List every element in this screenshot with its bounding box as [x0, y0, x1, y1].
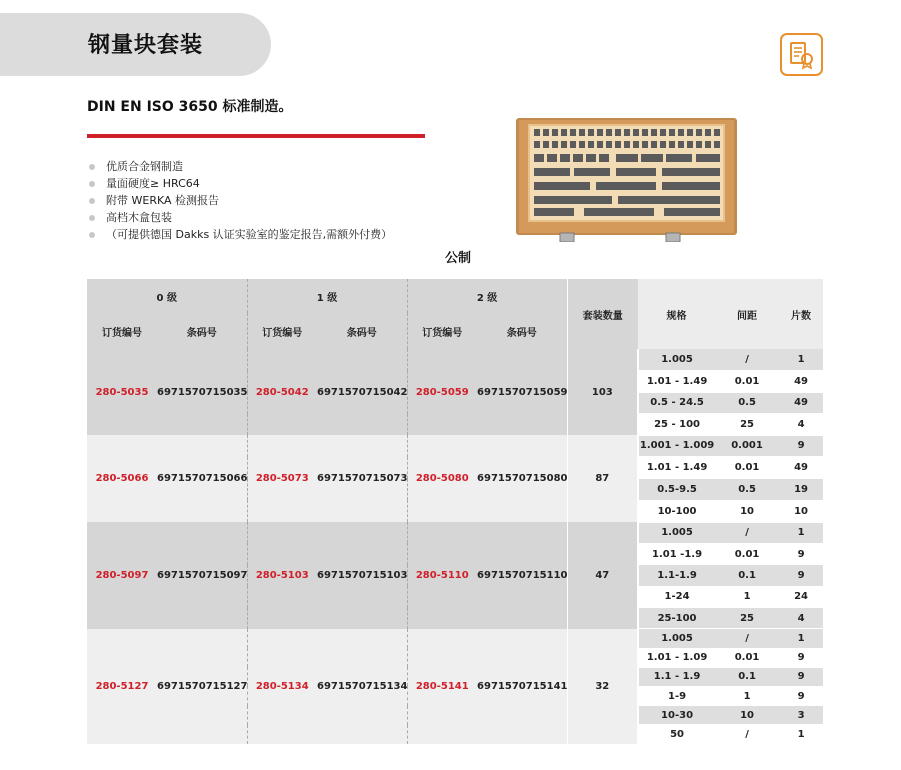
- spec-range: 0.5 - 24.5: [638, 392, 715, 414]
- spec-pieces: 9: [779, 543, 823, 564]
- grade-2-header: 2 级: [407, 279, 567, 313]
- spec-pitch: 0.01: [715, 648, 779, 667]
- set-qty-header: 套装数量: [567, 279, 638, 349]
- barcode-number: 6971570715134: [317, 629, 407, 744]
- barcode-number: 6971570715103: [317, 522, 407, 629]
- order-number: 280-5059: [407, 349, 477, 435]
- barcode-header: 条码号: [157, 313, 247, 349]
- spec-pitch: 0.5: [715, 479, 779, 501]
- pitch-header: 间距: [715, 279, 779, 349]
- spec-range: 1-24: [638, 586, 715, 607]
- gauge-block-spec-table: [87, 279, 823, 744]
- table-row: [87, 522, 823, 543]
- order-number: 280-5035: [87, 349, 157, 435]
- barcode-number: 6971570715059: [477, 349, 567, 435]
- order-number: 280-5097: [87, 522, 157, 629]
- spec-range: 25-100: [638, 608, 715, 629]
- page-title: 钢量块套装: [88, 33, 204, 58]
- set-quantity: 32: [567, 629, 638, 744]
- barcode-header: 条码号: [317, 313, 407, 349]
- spec-pieces: 1: [779, 349, 823, 371]
- order-number: 280-5103: [247, 522, 317, 629]
- spec-range: 1.005: [638, 522, 715, 543]
- feature-list: [87, 158, 392, 243]
- spec-pitch: /: [715, 629, 779, 648]
- order-number: 280-5042: [247, 349, 317, 435]
- order-number: 280-5080: [407, 435, 477, 522]
- spec-range: 1.01 - 1.49: [638, 371, 715, 393]
- barcode-number: 6971570715080: [477, 435, 567, 522]
- order-number: 280-5073: [247, 435, 317, 522]
- spec-pieces: 9: [779, 648, 823, 667]
- feature-item: 附带 WERKA 检测报告: [87, 192, 392, 209]
- spec-pitch: /: [715, 725, 779, 744]
- spec-pieces: 24: [779, 586, 823, 607]
- order-no-header: 订货编号: [407, 313, 477, 349]
- barcode-number: 6971570715035: [157, 349, 247, 435]
- spec-range: 1.001 - 1.009: [638, 435, 715, 457]
- spec-range: 1.1 - 1.9: [638, 667, 715, 686]
- feature-item: 量面硬度≥ HRC64: [87, 175, 392, 192]
- spec-pitch: 25: [715, 414, 779, 436]
- spec-range: 1.1-1.9: [638, 565, 715, 586]
- spec-pitch: 0.001: [715, 435, 779, 457]
- spec-pitch: /: [715, 349, 779, 371]
- spec-header: 规格: [638, 279, 715, 349]
- spec-pitch: 0.1: [715, 565, 779, 586]
- spec-pitch: 10: [715, 706, 779, 725]
- spec-pitch: 25: [715, 608, 779, 629]
- spec-pitch: 1: [715, 686, 779, 705]
- spec-range: 1.005: [638, 349, 715, 371]
- spec-range: 1.005: [638, 629, 715, 648]
- spec-pitch: 0.1: [715, 667, 779, 686]
- barcode-number: 6971570715073: [317, 435, 407, 522]
- spec-pieces: 1: [779, 725, 823, 744]
- spec-pieces: 9: [779, 435, 823, 457]
- grade-0-header: 0 级: [87, 279, 247, 313]
- spec-pitch: 1: [715, 586, 779, 607]
- spec-range: 25 - 100: [638, 414, 715, 436]
- spec-pieces: 49: [779, 457, 823, 479]
- barcode-number: 6971570715066: [157, 435, 247, 522]
- pieces-header: 片数: [779, 279, 823, 349]
- barcode-number: 6971570715110: [477, 522, 567, 629]
- spec-range: 1.01 - 1.09: [638, 648, 715, 667]
- barcode-number: 6971570715097: [157, 522, 247, 629]
- spec-pitch: 0.01: [715, 543, 779, 564]
- spec-pitch: 0.01: [715, 457, 779, 479]
- table-row: [87, 629, 823, 648]
- accent-divider: [87, 134, 425, 138]
- spec-pieces: 4: [779, 608, 823, 629]
- spec-pieces: 1: [779, 629, 823, 648]
- set-quantity: 47: [567, 522, 638, 629]
- gauge-block-set-image: [516, 118, 737, 242]
- set-quantity: 103: [567, 349, 638, 435]
- spec-pieces: 3: [779, 706, 823, 725]
- spec-pieces: 4: [779, 414, 823, 436]
- barcode-number: 6971570715042: [317, 349, 407, 435]
- spec-table-body: [87, 349, 823, 744]
- spec-pieces: 9: [779, 565, 823, 586]
- spec-pieces: 9: [779, 686, 823, 705]
- unit-label: 公制: [445, 251, 472, 266]
- barcode-number: 6971570715127: [157, 629, 247, 744]
- spec-range: 0.5-9.5: [638, 479, 715, 501]
- standard-subtitle: DIN EN ISO 3650 标准制造。: [87, 99, 293, 115]
- spec-pieces: 9: [779, 667, 823, 686]
- grade-1-header: 1 级: [247, 279, 407, 313]
- feature-item: 优质合金钢制造: [87, 158, 392, 175]
- feature-item: 高档木盒包装: [87, 209, 392, 226]
- spec-range: 10-30: [638, 706, 715, 725]
- table-row: [87, 435, 823, 457]
- spec-pitch: 0.5: [715, 392, 779, 414]
- spec-pieces: 49: [779, 371, 823, 393]
- set-quantity: 87: [567, 435, 638, 522]
- order-number: 280-5141: [407, 629, 477, 744]
- barcode-number: 6971570715141: [477, 629, 567, 744]
- order-no-header: 订货编号: [247, 313, 317, 349]
- order-number: 280-5066: [87, 435, 157, 522]
- barcode-header: 条码号: [477, 313, 567, 349]
- order-number: 280-5110: [407, 522, 477, 629]
- order-number: 280-5134: [247, 629, 317, 744]
- spec-pitch: 10: [715, 500, 779, 522]
- spec-range: 1-9: [638, 686, 715, 705]
- table-row: [87, 349, 823, 371]
- spec-range: 50: [638, 725, 715, 744]
- spec-range: 1.01 -1.9: [638, 543, 715, 564]
- spec-pieces: 19: [779, 479, 823, 501]
- spec-range: 10-100: [638, 500, 715, 522]
- spec-pieces: 1: [779, 522, 823, 543]
- spec-pitch: 0.01: [715, 371, 779, 393]
- order-no-header: 订货编号: [87, 313, 157, 349]
- spec-pitch: /: [715, 522, 779, 543]
- feature-item: （可提供德国 Dakks 认证实验室的鉴定报告,需额外付费）: [87, 226, 392, 243]
- spec-pieces: 49: [779, 392, 823, 414]
- spec-pieces: 10: [779, 500, 823, 522]
- order-number: 280-5127: [87, 629, 157, 744]
- spec-range: 1.01 - 1.49: [638, 457, 715, 479]
- certificate-icon: [780, 33, 823, 76]
